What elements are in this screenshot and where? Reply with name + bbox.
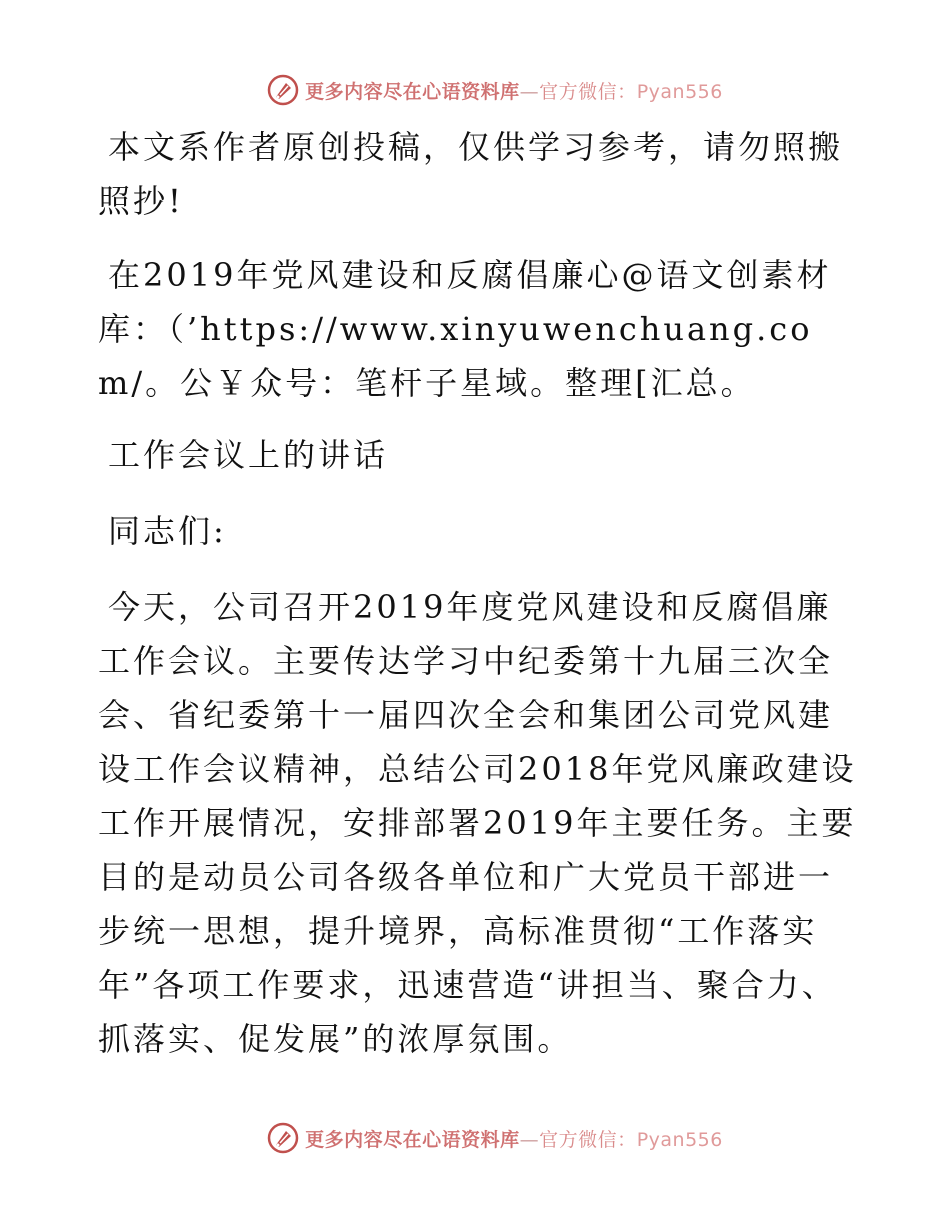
- pen-nib-logo-icon: [267, 74, 299, 106]
- source-paragraph: 在2019年党风建设和反腐倡廉心@语文创素材库：（’https://www.xinyuwenchuang.com/。公￥众号：笔杆子星域。整理[汇总。: [98, 256, 832, 402]
- footer-banner: [0, 1118, 950, 1158]
- header-banner-strong: 更多内容尽在心语资料库: [305, 80, 520, 103]
- header-banner-rest: 官方微信：: [539, 80, 637, 103]
- header-banner: [0, 70, 950, 110]
- body-paragraph: 今天，公司召开2019年度党风建设和反腐倡廉工作会议。主要传达学习中纪委第十九届三次全会、省纪委第十一届四次全会和集团公司党风建设工作会议精神，总结公司2018年党风廉政建设工作开展情况，安排部署2019年主要任务。主要目的是动员公司各级各单位和广大党员干部进一步统一思想，提升境界，高标准贯彻“工作落实年”各项工作要求，迅速营造“讲担当、聚合力、抓落实、促发展”的浓厚氛围。: [98, 588, 857, 1058]
- header-banner-inner: [267, 74, 723, 106]
- footer-banner-sep: —: [519, 1128, 540, 1151]
- salutation: 同志们:: [108, 512, 227, 550]
- document-body: [98, 120, 858, 1088]
- disclaimer-paragraph: 本文系作者原创投稿，仅供学习参考，请勿照搬照抄!: [98, 128, 844, 220]
- footer-banner-strong: 更多内容尽在心语资料库: [305, 1128, 520, 1151]
- header-banner-sep: —: [519, 80, 540, 103]
- footer-banner-wechat-id: Pyan556: [636, 1128, 723, 1151]
- speech-title: 工作会议上的讲话: [108, 436, 389, 474]
- footer-banner-inner: [267, 1122, 723, 1154]
- pen-nib-logo-icon: [267, 1122, 299, 1154]
- footer-banner-text: [305, 1125, 723, 1152]
- footer-banner-rest: 官方微信：: [539, 1128, 637, 1151]
- header-banner-wechat-id: Pyan556: [636, 80, 723, 103]
- header-banner-text: [305, 77, 723, 104]
